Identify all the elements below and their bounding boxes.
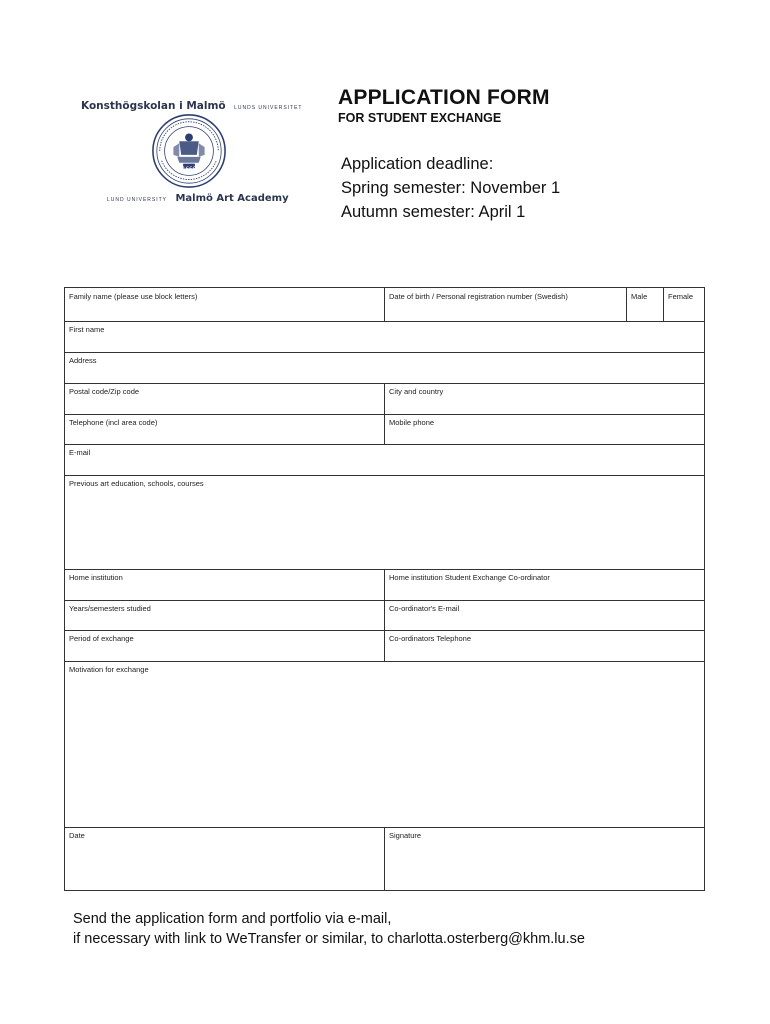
address-field[interactable] bbox=[65, 352, 704, 384]
coordinator-label: Home institution Student Exchange Co-ordinator bbox=[389, 573, 550, 582]
address-label: Address bbox=[69, 356, 97, 365]
logo-bottom-line bbox=[107, 188, 289, 206]
first-name-label: First name bbox=[69, 325, 105, 334]
family-name-field[interactable] bbox=[65, 288, 384, 321]
seal-year: 1666 bbox=[182, 166, 196, 173]
deadline-block bbox=[341, 152, 560, 224]
mobile-field[interactable] bbox=[384, 414, 704, 444]
city-country-field[interactable] bbox=[384, 383, 704, 414]
deadline-spring: Spring semester: November 1 bbox=[341, 179, 561, 197]
male-field[interactable] bbox=[626, 288, 663, 321]
form-row-institution bbox=[65, 569, 704, 601]
telephone-label: Telephone (incl area code) bbox=[69, 418, 158, 427]
period-field[interactable] bbox=[65, 630, 384, 661]
form-row-years bbox=[65, 600, 704, 631]
coordinator-field[interactable] bbox=[384, 569, 704, 600]
home-institution-label: Home institution bbox=[69, 573, 123, 582]
dob-label: Date of birth / Personal registration number (Swedish) bbox=[389, 292, 568, 301]
deadline-autumn: Autumn semester: April 1 bbox=[341, 203, 526, 221]
years-studied-label: Years/semesters studied bbox=[69, 604, 151, 613]
coordinator-phone-label: Co-ordinators Telephone bbox=[389, 634, 471, 643]
period-label: Period of exchange bbox=[69, 634, 134, 643]
male-label: Male bbox=[631, 292, 648, 301]
female-field[interactable] bbox=[663, 288, 704, 321]
form-row-period bbox=[65, 630, 704, 662]
logo-academy-name: Malmö Art Academy bbox=[175, 193, 289, 204]
deadline-heading: Application deadline: bbox=[341, 155, 494, 173]
years-studied-field[interactable] bbox=[65, 600, 384, 630]
email-field[interactable] bbox=[65, 444, 704, 476]
first-name-field[interactable] bbox=[65, 321, 704, 353]
form-row-date-signature bbox=[65, 827, 704, 891]
postal-code-field[interactable] bbox=[65, 383, 384, 414]
telephone-field[interactable] bbox=[65, 414, 384, 444]
email-label: E-mail bbox=[69, 448, 91, 457]
footer-line-2: if necessary with link to WeTransfer or similar, to charlotta.osterberg@khm.lu.se bbox=[73, 931, 585, 947]
signature-label: Signature bbox=[389, 831, 422, 840]
footer-line-1: Send the application form and portfolio via e-mail, bbox=[73, 911, 392, 927]
coordinator-email-label: Co-ordinator's E-mail bbox=[389, 604, 460, 613]
page-subtitle: FOR STUDENT EXCHANGE bbox=[338, 111, 502, 125]
previous-education-field[interactable] bbox=[65, 475, 704, 570]
previous-education-label: Previous art education, schools, courses bbox=[69, 479, 204, 488]
application-form bbox=[64, 287, 705, 891]
motivation-field[interactable] bbox=[65, 661, 704, 828]
page-title: APPLICATION FORM bbox=[338, 86, 550, 109]
footer-instructions bbox=[73, 909, 585, 949]
date-label: Date bbox=[69, 831, 85, 840]
date-field[interactable] bbox=[65, 827, 384, 891]
coordinator-phone-field[interactable] bbox=[384, 630, 704, 661]
family-name-label: Family name (please use block letters) bbox=[69, 292, 198, 301]
university-seal-icon bbox=[150, 112, 228, 190]
coordinator-email-field[interactable] bbox=[384, 600, 704, 630]
home-institution-field[interactable] bbox=[65, 569, 384, 600]
logo-university-name-en: LUND UNIVERSITY bbox=[107, 197, 168, 203]
form-row-phones bbox=[65, 414, 704, 445]
city-country-label: City and country bbox=[389, 387, 444, 396]
logo-school-name: Konsthögskolan i Malmö bbox=[81, 100, 226, 112]
postal-code-label: Postal code/Zip code bbox=[69, 387, 140, 396]
academy-logo bbox=[70, 88, 303, 208]
dob-field[interactable] bbox=[384, 288, 626, 321]
form-row-postal-city bbox=[65, 383, 704, 415]
motivation-label: Motivation for exchange bbox=[69, 665, 149, 674]
logo-university-name: LUNDS UNIVERSITET bbox=[234, 105, 303, 111]
female-label: Female bbox=[668, 292, 694, 301]
mobile-label: Mobile phone bbox=[389, 418, 435, 427]
signature-field[interactable] bbox=[384, 827, 704, 891]
form-row-name-dob bbox=[65, 288, 704, 322]
